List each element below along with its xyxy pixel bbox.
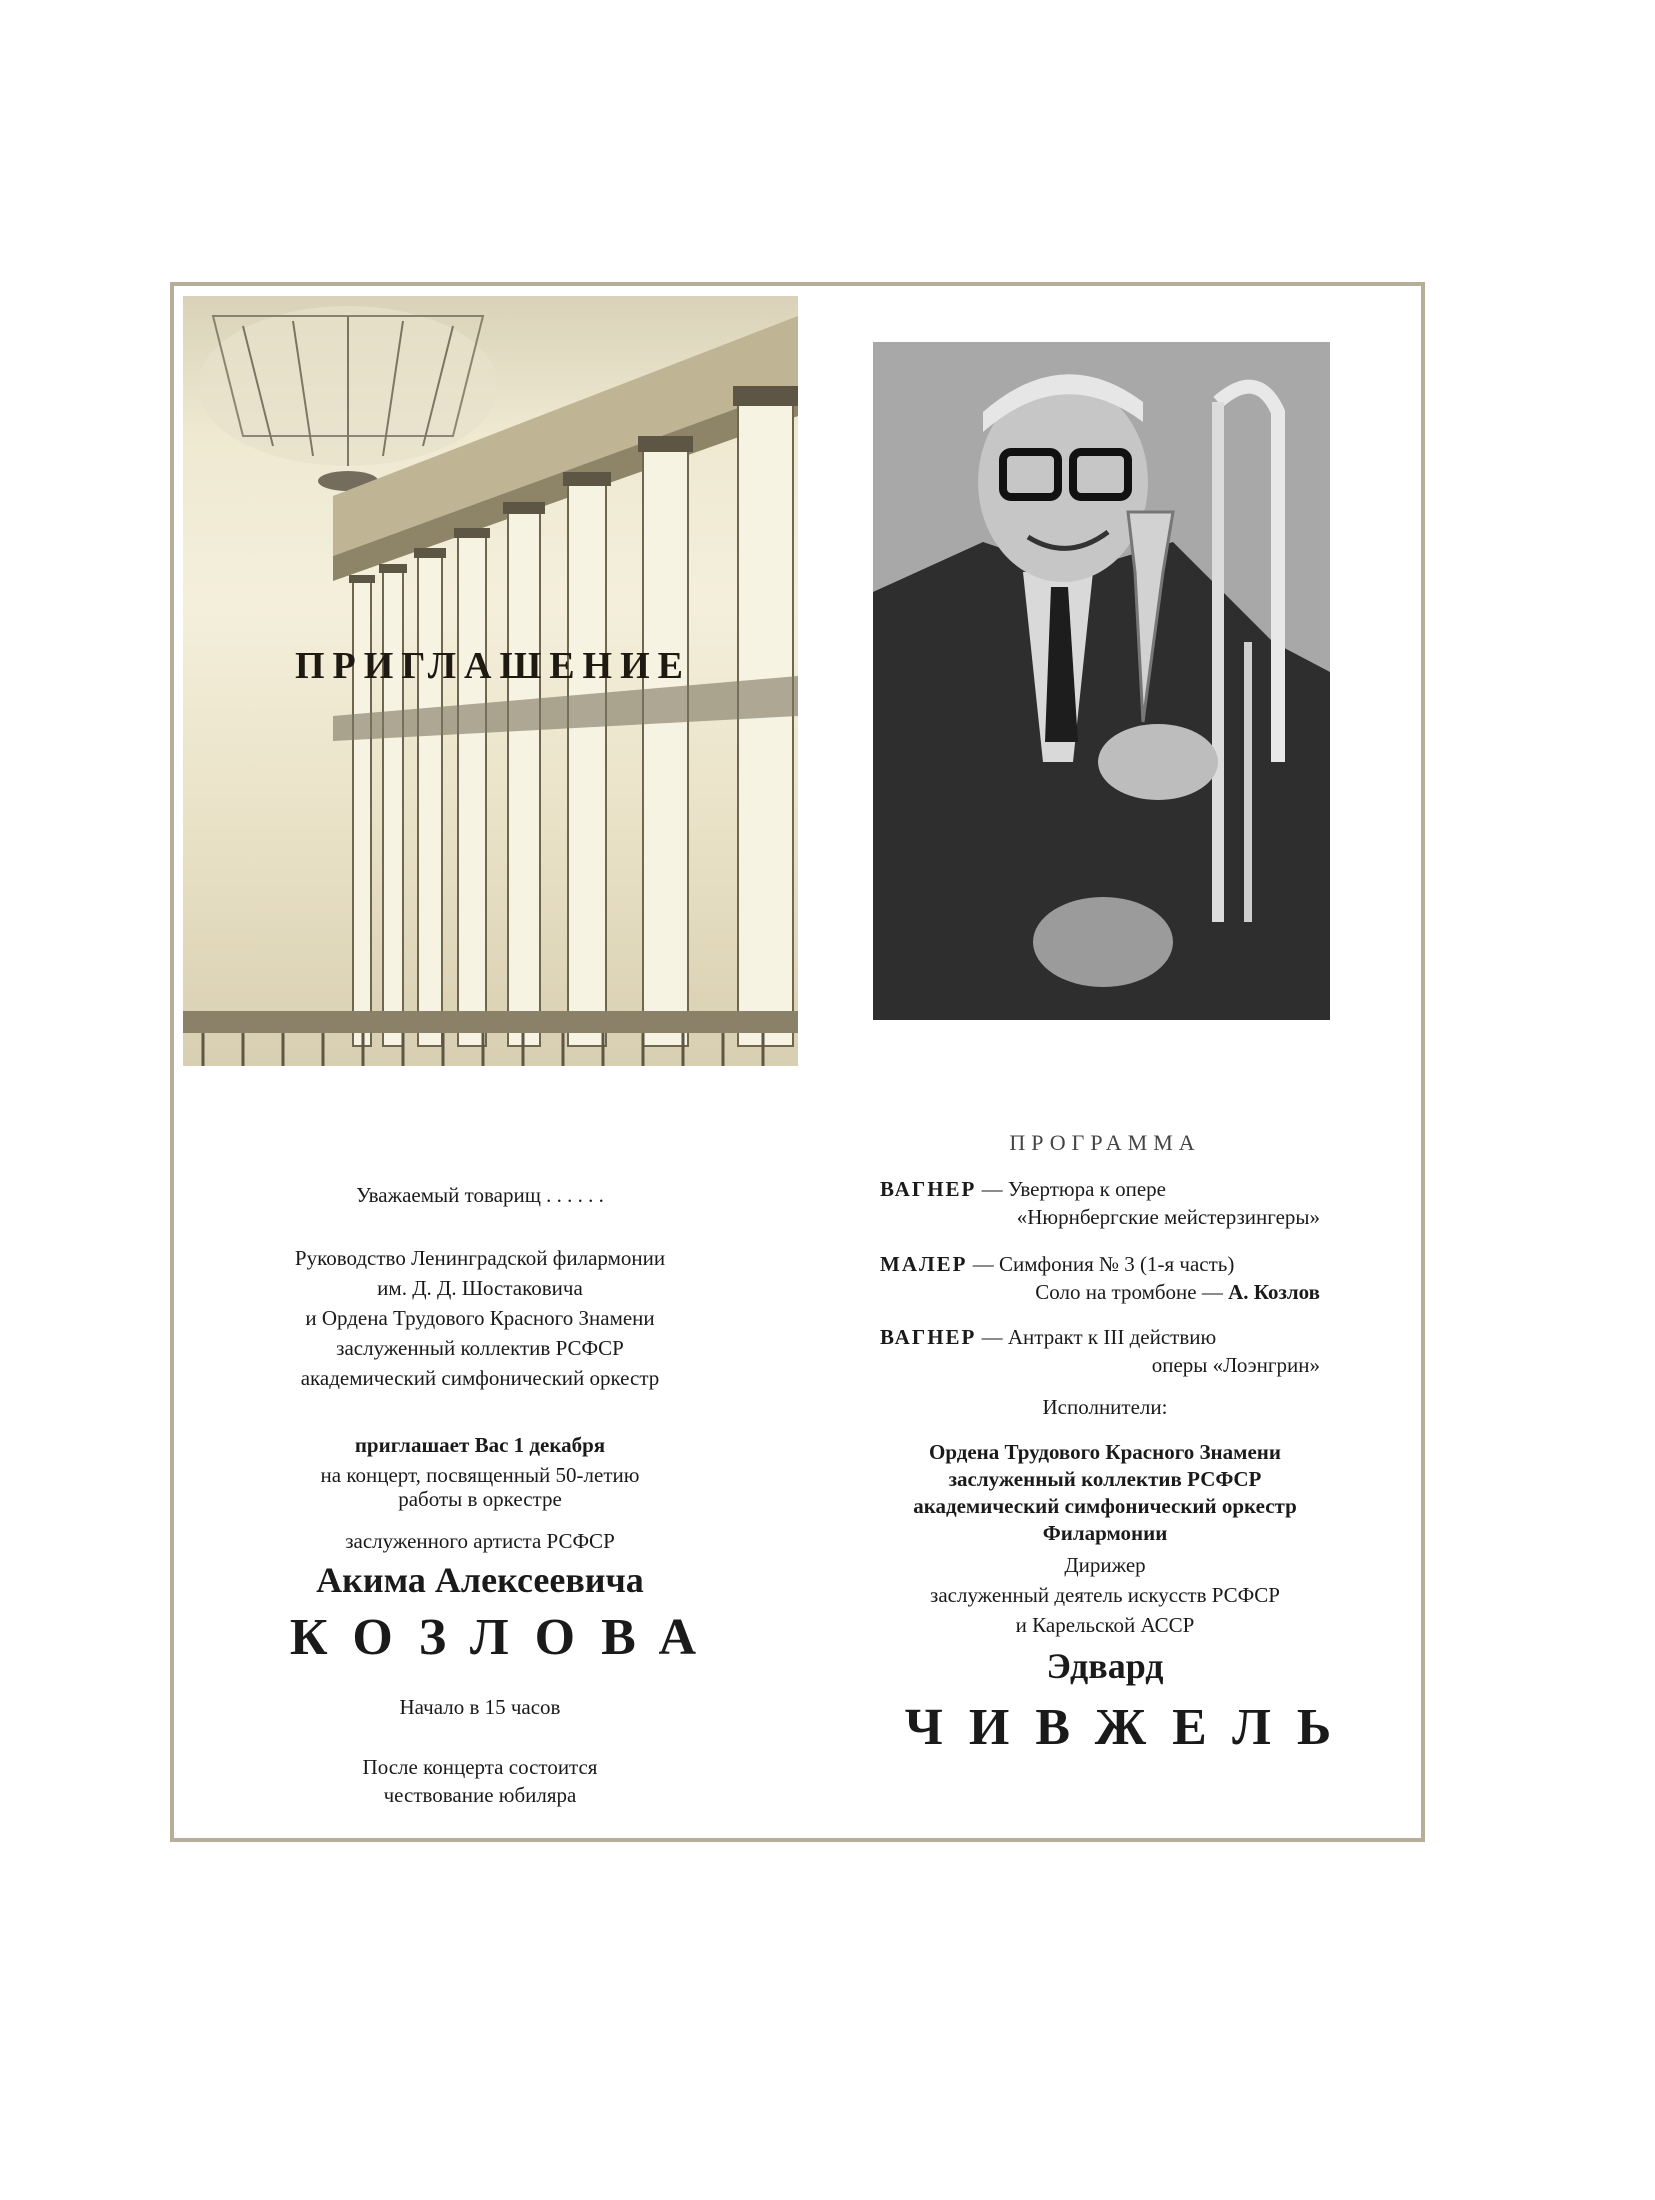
performers-heading: Исполнители:: [1042, 1395, 1168, 1419]
invitation-title: ПРИГЛАШЕНИЕ: [294, 645, 692, 687]
concert-hall-photo: [183, 296, 798, 1066]
greeting: Уважаемый товарищ . . . . . .: [356, 1183, 604, 1207]
orchestra-line: академический симфонический оркестр: [913, 1494, 1297, 1518]
concert-line: на концерт, посвященный 50-летию: [320, 1463, 640, 1487]
org-line: Руководство Ленинградской филармонии: [294, 1246, 666, 1270]
composer: МАЛЕР: [880, 1252, 968, 1276]
program-title: — Увертюра к опере: [981, 1177, 1166, 1201]
org-line: заслуженный коллектив РСФСР: [336, 1336, 624, 1360]
conductor-title: и Карельской АССР: [1015, 1613, 1195, 1637]
conductor-given-name: Эдвард: [1046, 1646, 1164, 1686]
concert-line: работы в оркестре: [398, 1487, 562, 1511]
program-item-1: [880, 1175, 1320, 1203]
artist-title: заслуженного артиста РСФСР: [345, 1529, 615, 1553]
orchestra-line: заслуженный коллектив РСФСР: [948, 1467, 1262, 1491]
orchestra-line: Филармонии: [1042, 1521, 1168, 1545]
soloist-portrait-photo: [873, 342, 1330, 1020]
program-item-2-detail: [880, 1278, 1320, 1306]
program-item-1-detail: «Нюрнбергские мейстерзингеры»: [1016, 1205, 1320, 1229]
program-item-3-detail: оперы «Лоэнгрин»: [1151, 1353, 1320, 1377]
program-title: — Антракт к III действию: [981, 1325, 1217, 1349]
conductor-surname: ЧИВЖЕЛЬ: [904, 1699, 1358, 1756]
after-line: чествование юбиляра: [383, 1783, 577, 1807]
program-title: — Симфония № 3 (1-я часть): [972, 1252, 1235, 1276]
program-item-3: [880, 1323, 1320, 1351]
orchestra-line: Ордена Трудового Красного Знамени: [929, 1440, 1281, 1464]
trombonist-illustration: [873, 342, 1330, 1020]
artist-surname: КОЗЛОВА: [289, 1609, 723, 1666]
solo-label: Соло на тромбоне —: [1035, 1280, 1223, 1304]
program-item-2: [880, 1250, 1320, 1278]
org-line: академический симфонический оркестр: [300, 1366, 660, 1390]
org-line: им. Д. Д. Шостаковича: [377, 1276, 583, 1300]
program-heading: ПРОГРАММА: [1009, 1130, 1201, 1155]
start-time: Начало в 15 часов: [399, 1695, 561, 1719]
org-line: и Ордена Трудового Красного Знамени: [305, 1306, 655, 1330]
soloist-name: А. Козлов: [1228, 1280, 1320, 1304]
conductor-title: заслуженный деятель искусств РСФСР: [930, 1583, 1280, 1607]
invites-date: приглашает Вас 1 декабря: [354, 1433, 606, 1457]
composer: ВАГНЕР: [880, 1325, 977, 1349]
conductor-heading: Дирижер: [1064, 1553, 1146, 1577]
after-line: После концерта состоится: [362, 1755, 598, 1779]
artist-given-name: Акима Алексеевича: [316, 1560, 644, 1600]
composer: ВАГНЕР: [880, 1177, 977, 1201]
